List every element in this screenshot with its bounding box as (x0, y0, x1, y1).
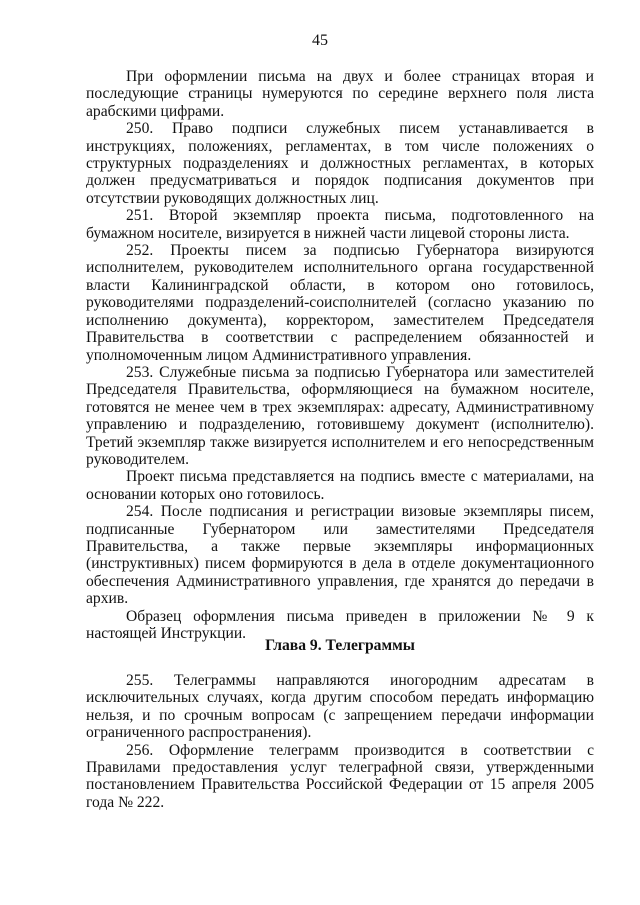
paragraph-252: 252. Проекты писем за подписью Губернатора визируются исполнителем, руководителем исполнительного органа государственной власти Калининградской области, в котором оно готовилось, руководителями подразделений-соисполнителей (согласно указанию по исполнению документа), корректором, заместителем Председателя Правительства в соответствии с распределением обязанностей и уполномоченным лицом Административного управления. (86, 242, 594, 364)
paragraph-254: 254. После подписания и регистрации визовые экземпляры писем, подписанные Губернатором или заместителями Председателя Правительства, а также первые экземпляры информационных (инструктивных) писем формируются в дела в отделе документационного обеспечения Административного управления, где хранятся до передачи в архив. (86, 503, 594, 608)
document-body (86, 68, 594, 642)
paragraph-sample-reference: Образец оформления письма приведен в приложении № 9 к настоящей Инструкции. (86, 607, 594, 642)
paragraph-255: 255. Телеграммы направляются иногородним адресатам в исключительных случаях, когда другим способом передать информацию нельзя, и по срочным вопросам (с запрещением передачи информации ограниченного распространения). (86, 672, 594, 742)
paragraph-251: 251. Второй экземпляр проекта письма, подготовленного на бумажном носителе, визируется в нижней части лицевой стороны листа. (86, 207, 594, 242)
chapter-body (86, 672, 594, 811)
paragraph-250: 250. Право подписи служебных писем устанавливается в инструкциях, положениях, регламентах, в том числе положениях о структурных подразделениях и должностных регламентах, в которых должен предусматриваться и порядок подписания документов при отсутствии руководящих должностных лиц. (86, 120, 594, 207)
paragraph-draft-submission: Проект письма представляется на подпись вместе с материалами, на основании которых оно готовилось. (86, 468, 594, 503)
paragraph-pagination-rule: При оформлении письма на двух и более страницах вторая и последующие страницы нумеруются по середине верхнего поля листа арабскими цифрами. (86, 68, 594, 120)
page-number: 45 (312, 32, 328, 49)
paragraph-253: 253. Служебные письма за подписью Губернатора или заместителей Председателя Правительства, оформляющиеся на бумажном носителе, готовятся не менее чем в трех экземплярах: адресату, Административному управлению и подразделению, готовившему документ (исполнителю). Третий экземпляр также визируется исполнителем и его непосредственным руководителем. (86, 363, 594, 468)
chapter-heading: Глава 9. Телеграммы (265, 637, 415, 654)
paragraph-256: 256. Оформление телеграмм производится в соответствии с Правилами предоставления услуг телеграфной связи, утвержденными постановлением Правительства Российской Федерации от 15 апреля 2005 года № 222. (86, 741, 594, 811)
